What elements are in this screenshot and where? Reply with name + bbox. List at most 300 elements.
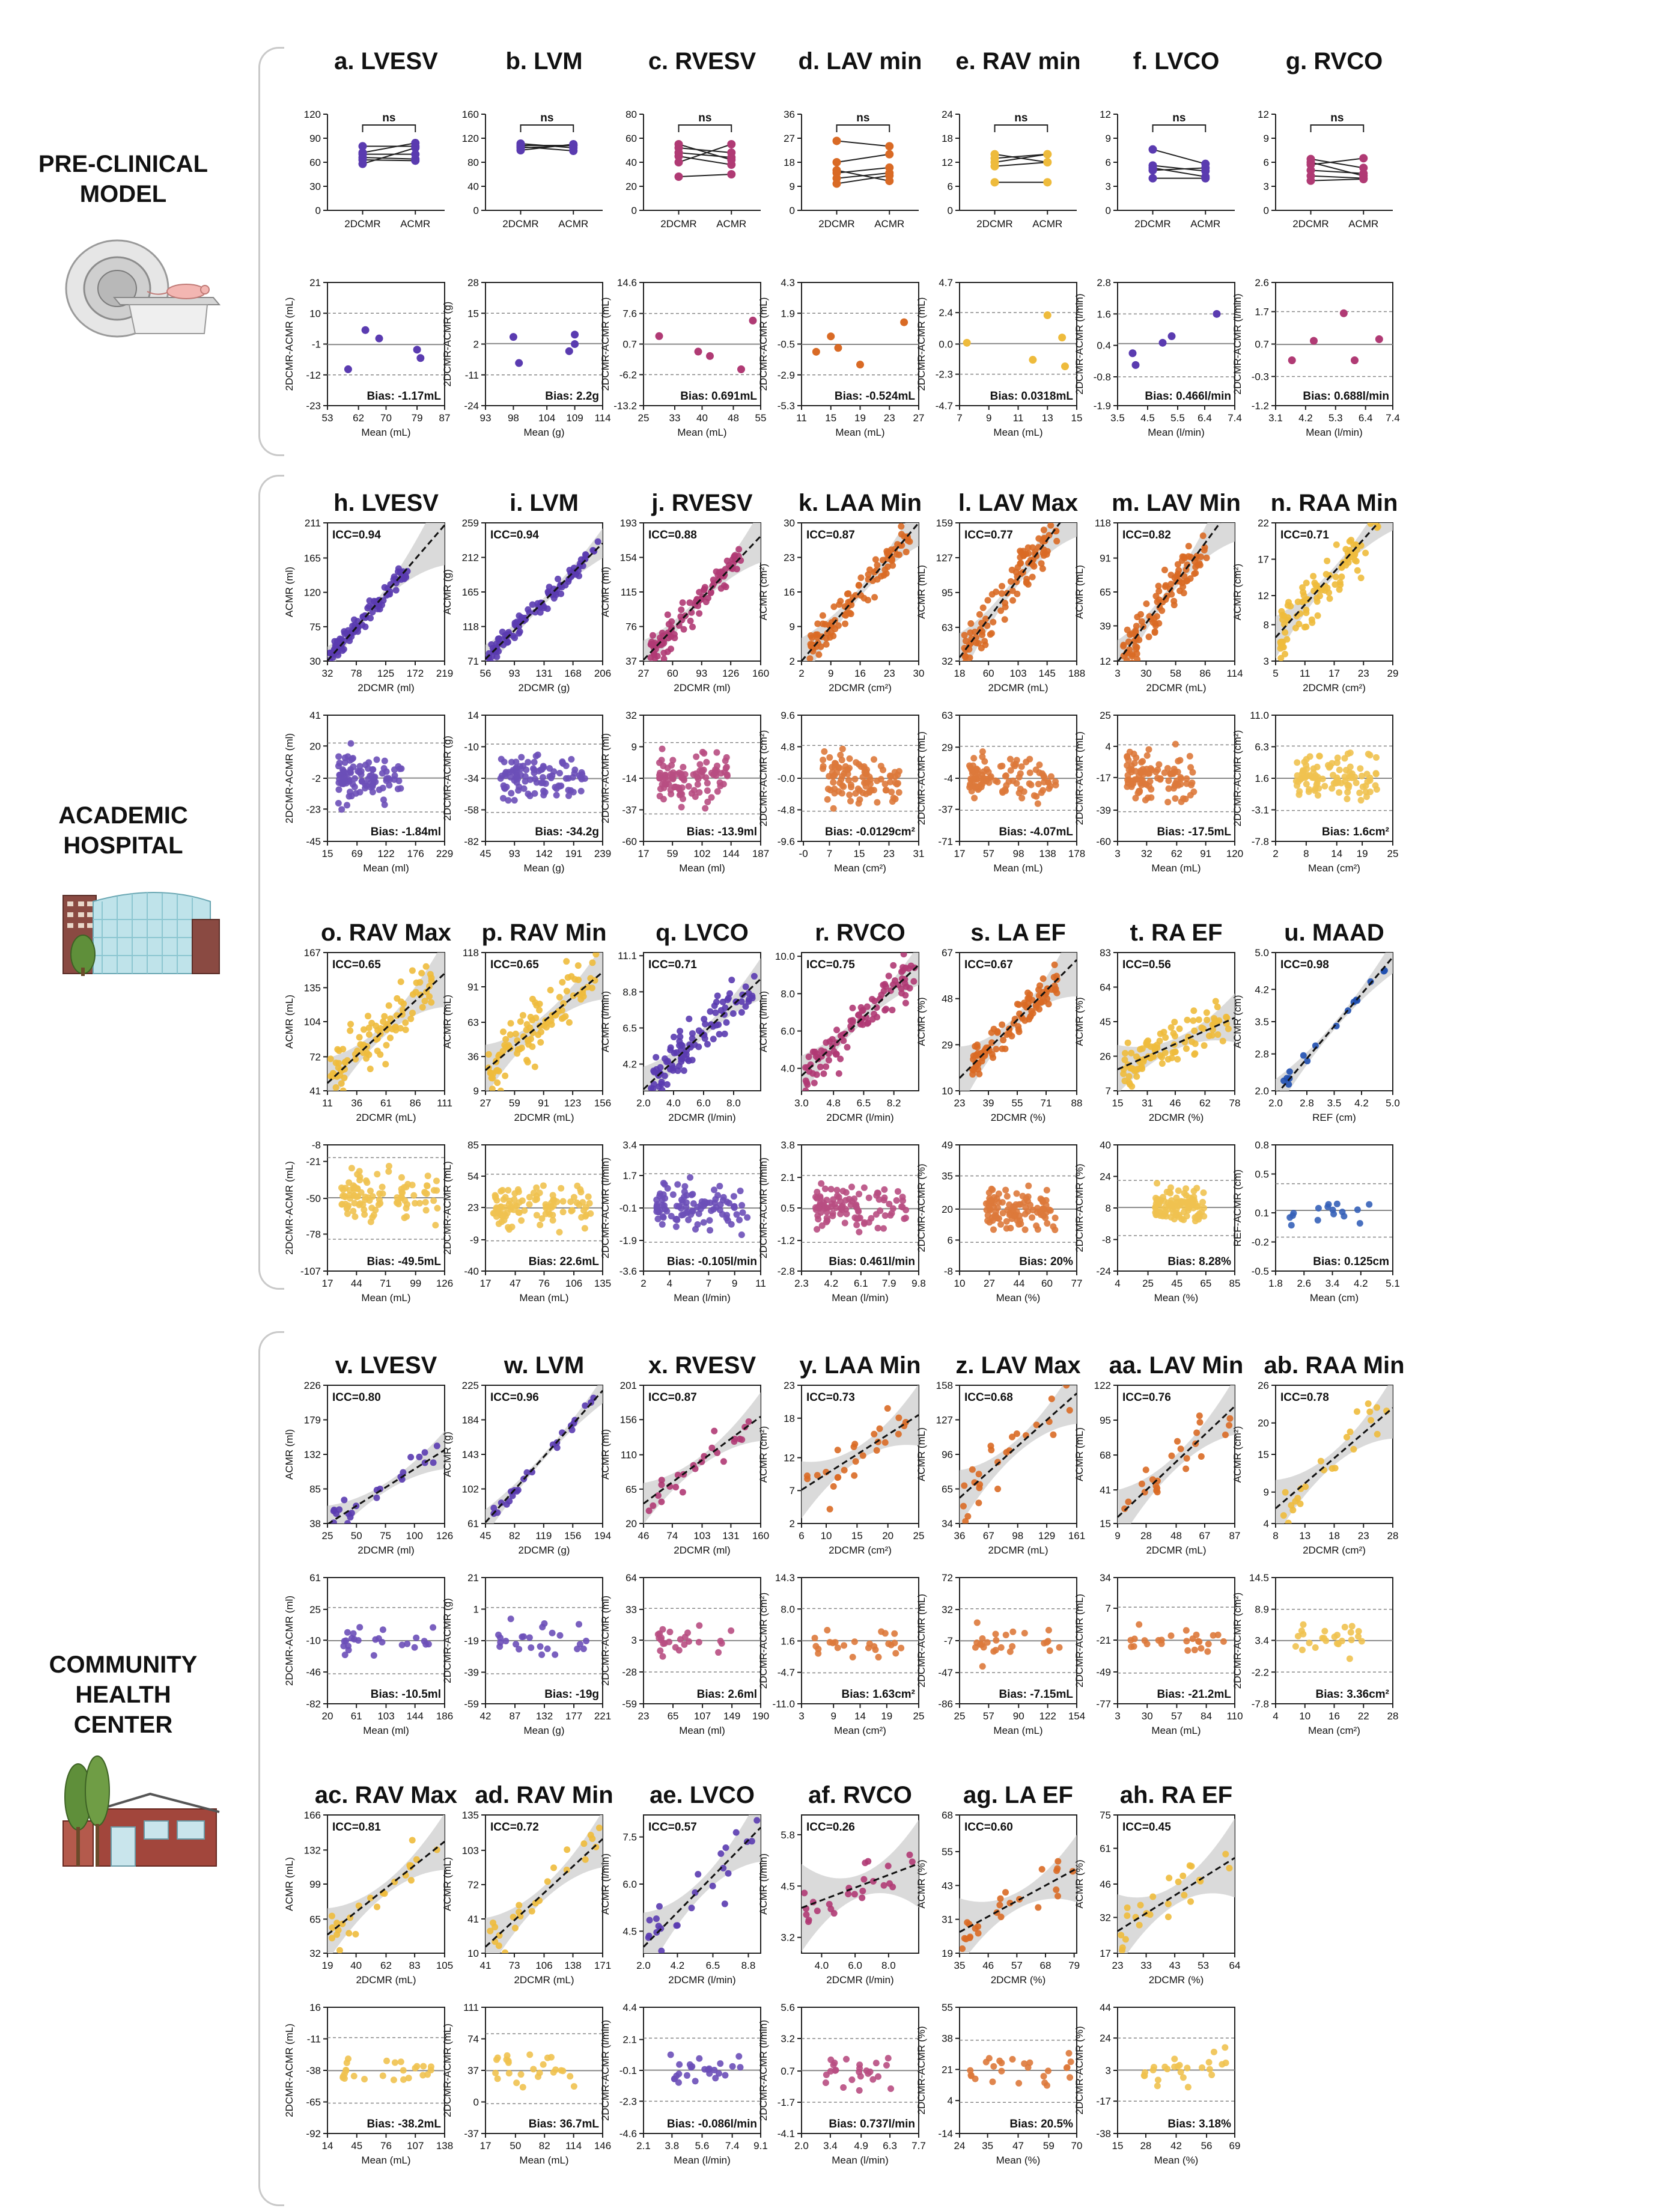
x-tick-label: 59	[666, 848, 678, 859]
x-tick-label: 48	[1170, 1530, 1182, 1542]
x-tick-label: 73	[508, 1960, 520, 1971]
data-point	[979, 632, 985, 638]
data-point	[842, 1219, 848, 1226]
data-point	[1007, 1648, 1014, 1655]
data-point	[1295, 1633, 1301, 1639]
x-tick-label: 6.0	[696, 1097, 711, 1109]
data-point	[357, 789, 364, 796]
x-tick-label: 4.5	[1140, 412, 1155, 424]
x-tick-label: 10	[954, 1278, 966, 1289]
data-point	[1204, 1009, 1210, 1016]
y-tick-label: 127	[936, 552, 953, 564]
data-point	[1367, 777, 1374, 784]
data-point	[1324, 558, 1330, 564]
data-point	[1295, 621, 1302, 627]
y-tick-label: 74	[467, 2033, 479, 2045]
y-tick-label: 2.4	[939, 307, 953, 319]
data-point	[889, 1007, 895, 1013]
data-point	[564, 988, 570, 995]
data-point	[533, 753, 540, 760]
y-tick-label: -40	[464, 1266, 479, 1277]
bland-altman-panel-ab	[1232, 1572, 1398, 1736]
data-point	[704, 780, 711, 787]
x-tick-label: 122	[1039, 1710, 1056, 1722]
bland-altman-panel-l	[916, 710, 1085, 874]
x-tick-label: 11	[1012, 412, 1024, 424]
data-point	[527, 793, 534, 799]
y-axis-label: 2DCMR-ACMR (mL)	[442, 1161, 453, 1255]
data-point	[722, 1900, 728, 1907]
plot-area	[802, 499, 919, 684]
data-point	[814, 634, 821, 641]
data-point	[701, 1198, 708, 1205]
x-axis-label: Mean (ml)	[679, 1725, 725, 1736]
data-point	[1321, 1628, 1328, 1635]
x-tick-label: 91	[1200, 848, 1212, 859]
x-tick-label: 2DCMR	[344, 218, 381, 230]
data-point	[580, 1840, 587, 1847]
data-point	[828, 1186, 835, 1192]
data-point	[678, 606, 684, 613]
data-point	[999, 763, 1005, 769]
data-point	[1183, 566, 1190, 573]
data-point	[1282, 1489, 1289, 1496]
scatter-panel-ab	[1232, 1377, 1398, 1556]
data-point	[1165, 1056, 1172, 1063]
x-tick-label: 2DCMR	[1134, 218, 1171, 230]
y-tick-label: -3.6	[619, 1266, 637, 1277]
y-axis-label: 2DCMR-ACMR (mL)	[284, 2023, 295, 2117]
x-tick-label: 15	[321, 848, 333, 859]
data-point	[835, 1447, 841, 1453]
y-tick-label: 9	[789, 621, 795, 633]
data-point	[553, 792, 560, 799]
data-point	[853, 1201, 859, 1208]
data-point	[992, 1630, 999, 1637]
data-point	[647, 654, 654, 661]
y-tick-label: -14	[622, 773, 637, 784]
x-axis-label: 2DCMR (mL)	[1146, 682, 1207, 694]
pair-point	[885, 177, 893, 185]
data-point	[1036, 769, 1042, 776]
data-point	[696, 1639, 702, 1645]
data-point	[576, 1621, 582, 1627]
y-tick-label: -0.3	[1251, 371, 1269, 383]
data-point	[653, 1054, 659, 1061]
data-point	[541, 605, 547, 611]
data-point	[868, 787, 874, 793]
data-point	[546, 765, 553, 772]
data-point	[853, 1458, 859, 1465]
x-tick-label: ACMR	[558, 218, 589, 230]
y-tick-label: -5.3	[777, 400, 795, 412]
y-axis-label: 2DCMR-ACMR (mL)	[442, 2023, 453, 2117]
data-point	[494, 1079, 501, 1086]
data-point	[555, 782, 562, 789]
data-point	[361, 1211, 368, 1218]
x-axis-label: 2DCMR (l/min)	[668, 1112, 736, 1123]
data-point	[1142, 797, 1149, 804]
data-point	[838, 1032, 844, 1039]
x-axis-label: 2DCMR (l/min)	[826, 1112, 894, 1123]
data-point	[1339, 1638, 1345, 1644]
x-tick-label: 23	[883, 848, 895, 859]
y-tick-label: -24	[1096, 1266, 1111, 1277]
y-tick-label: -37	[622, 804, 637, 816]
data-point	[347, 1021, 354, 1028]
data-point	[881, 1186, 887, 1193]
data-point	[548, 2054, 555, 2061]
data-point	[851, 1441, 858, 1447]
y-tick-label: 179	[303, 1414, 321, 1426]
y-tick-label: -4.7	[777, 1667, 795, 1679]
x-axis-label: 2DCMR (ml)	[674, 1545, 731, 1556]
x-tick-label: 100	[406, 1530, 423, 1542]
data-point	[961, 632, 968, 638]
x-tick-label: 78	[1229, 1097, 1241, 1109]
data-point	[967, 629, 973, 636]
x-tick-label: 27	[913, 412, 925, 424]
data-point	[1201, 544, 1208, 551]
regression-line	[644, 979, 761, 1089]
pair-point	[1043, 158, 1052, 166]
data-point	[516, 784, 522, 790]
data-point	[1020, 552, 1027, 559]
pair-point	[1359, 154, 1368, 162]
y-tick-label: 90	[309, 133, 321, 144]
data-point	[1009, 597, 1016, 604]
significance-bracket	[521, 125, 574, 132]
plot-area	[802, 1384, 919, 1519]
x-tick-label: 25	[321, 1530, 333, 1542]
data-point	[1285, 1520, 1292, 1526]
data-point	[1000, 1037, 1006, 1043]
x-tick-label: 18	[954, 668, 966, 679]
x-tick-label: 3	[1115, 668, 1121, 679]
data-point	[501, 758, 508, 765]
data-point	[362, 326, 370, 334]
y-tick-label: 0.0	[939, 338, 953, 350]
data-point	[1002, 1046, 1008, 1052]
data-point	[680, 796, 686, 802]
x-tick-label: 131	[722, 1530, 740, 1542]
data-point	[999, 583, 1005, 590]
data-point	[1006, 1210, 1013, 1217]
data-point	[880, 1225, 887, 1232]
y-tick-label: -7.8	[1251, 1698, 1269, 1710]
data-point	[537, 1643, 544, 1650]
y-tick-label: 0.5	[781, 1203, 795, 1214]
data-point	[704, 1041, 711, 1048]
y-tick-label: 12	[942, 157, 953, 168]
data-point	[1002, 616, 1008, 623]
data-point	[560, 1209, 567, 1215]
data-point	[1220, 1038, 1226, 1045]
data-point	[824, 1218, 830, 1224]
scatter-panel-r	[758, 945, 919, 1123]
y-tick-label: 118	[462, 947, 479, 959]
data-point	[984, 766, 990, 773]
x-tick-label: 7	[705, 1278, 712, 1289]
data-point	[430, 1197, 437, 1204]
data-point	[815, 1216, 821, 1222]
y-tick-label: 20	[625, 181, 637, 192]
data-point	[1282, 651, 1288, 657]
data-point	[582, 1856, 589, 1863]
data-point	[530, 2066, 537, 2072]
data-point	[575, 977, 582, 983]
y-tick-label: 14.5	[1249, 1572, 1269, 1584]
y-tick-label: 6.0	[622, 1879, 637, 1890]
data-point	[824, 796, 831, 803]
icc-label: ICC=0.57	[648, 1821, 697, 1834]
data-point	[1306, 788, 1312, 795]
y-tick-label: 6.0	[781, 1025, 795, 1037]
data-point	[333, 1084, 339, 1091]
x-tick-label: 60	[666, 668, 678, 679]
y-axis-label: 2DCMR-ACMR (ml)	[600, 1595, 611, 1686]
data-point	[1151, 615, 1158, 621]
y-tick-label: 21	[467, 1572, 479, 1584]
data-point	[1311, 579, 1318, 586]
y-tick-label: 104	[303, 1016, 321, 1028]
section-label-text: COMMUNITY HEALTH CENTER	[49, 1651, 198, 1738]
y-axis-label: ACMR (mL)	[916, 565, 927, 619]
data-point	[1175, 1188, 1182, 1194]
data-point	[526, 1194, 533, 1201]
pair-point	[833, 180, 841, 188]
y-tick-label: 0	[473, 2096, 479, 2108]
data-point	[434, 1205, 440, 1212]
data-point	[1342, 1624, 1348, 1630]
y-tick-label: -4	[943, 773, 953, 784]
y-tick-label: 0	[1263, 205, 1269, 216]
x-tick-label: 69	[351, 848, 363, 859]
data-point	[1044, 1220, 1050, 1227]
data-point	[881, 1194, 888, 1201]
data-point	[898, 523, 904, 529]
y-tick-label: 41	[309, 1085, 321, 1097]
data-point	[413, 2063, 420, 2070]
data-point	[495, 2054, 501, 2061]
data-point	[376, 1197, 383, 1203]
panel-title: ad. RAV Min	[475, 1782, 613, 1808]
x-tick-label: 229	[436, 848, 454, 859]
data-point	[526, 1201, 533, 1208]
plot-area	[960, 923, 1077, 1109]
y-tick-label: 68	[1100, 1450, 1111, 1462]
x-tick-label: 25	[954, 1710, 966, 1722]
y-tick-label: 0.4	[1097, 340, 1111, 352]
x-tick-label: 50	[350, 1530, 362, 1542]
x-tick-label: 188	[1068, 668, 1086, 679]
data-point	[1043, 1197, 1050, 1204]
y-tick-label: 4.8	[781, 741, 795, 753]
data-point	[715, 1021, 722, 1028]
x-tick-label: 25	[913, 1530, 925, 1542]
data-point	[1187, 753, 1193, 760]
x-tick-label: 78	[350, 668, 362, 679]
data-point	[1199, 1199, 1206, 1206]
data-point	[680, 1489, 686, 1495]
y-tick-label: -60	[622, 836, 637, 847]
data-point	[871, 756, 877, 763]
data-point	[1213, 998, 1219, 1004]
y-axis-label: 2DCMR-ACMR (mL)	[284, 1161, 295, 1255]
data-point	[398, 2058, 404, 2065]
data-point	[701, 1016, 707, 1022]
data-point	[511, 1206, 517, 1213]
y-tick-label: 0.8	[1255, 1139, 1269, 1151]
y-tick-label: 49	[942, 1139, 953, 1151]
data-point	[665, 1058, 671, 1064]
y-tick-label: 118	[462, 621, 479, 633]
y-tick-label: -4.8	[777, 804, 795, 816]
y-tick-label: 20	[942, 1203, 953, 1215]
panel-title: m. LAV Min	[1112, 490, 1241, 516]
y-tick-label: 3	[631, 1635, 637, 1647]
data-point	[670, 1067, 677, 1074]
bias-label: Bias: -38.2mL	[367, 2118, 441, 2130]
x-tick-label: 161	[1068, 1530, 1086, 1542]
y-tick-label: 10.0	[775, 951, 795, 963]
data-point	[722, 1844, 729, 1851]
data-point	[400, 2067, 407, 2074]
regression-line	[485, 1839, 603, 1947]
x-tick-label: 17	[638, 848, 650, 859]
x-tick-label: 109	[566, 412, 583, 424]
x-tick-label: 83	[409, 1960, 421, 1971]
data-point	[686, 1016, 692, 1022]
data-point	[391, 2076, 397, 2083]
data-point	[849, 1005, 856, 1011]
data-point	[344, 1629, 351, 1636]
data-point	[999, 1021, 1005, 1028]
plot-area	[485, 1811, 603, 1975]
x-tick-label: 45	[479, 1530, 492, 1542]
data-point	[537, 1039, 544, 1046]
plot-area	[1118, 993, 1235, 1094]
data-point	[1020, 1193, 1026, 1200]
pair-point	[1043, 178, 1052, 186]
data-point	[1012, 761, 1019, 767]
y-axis-label: 2DCMR-ACMR (mL)	[758, 297, 769, 391]
data-point	[656, 1923, 662, 1929]
data-point	[382, 584, 388, 591]
data-point	[857, 575, 864, 581]
data-point	[577, 774, 584, 781]
x-tick-label: 11	[755, 1278, 766, 1289]
data-point	[423, 1207, 430, 1213]
data-point	[327, 1055, 334, 1062]
panel-title: f. LVCO	[1133, 48, 1220, 75]
data-point	[875, 1654, 881, 1661]
data-point	[380, 796, 387, 803]
data-point	[1318, 587, 1325, 593]
x-tick-label: 19	[854, 412, 866, 424]
plot-area	[327, 1813, 445, 1961]
y-tick-label: 3.8	[781, 1139, 795, 1151]
icc-label: ICC=0.68	[964, 1391, 1013, 1404]
data-point	[381, 765, 388, 772]
data-point	[359, 778, 365, 784]
plot-frame	[960, 1145, 1077, 1271]
x-tick-label: ACMR	[1190, 218, 1221, 230]
x-axis-label: 2DCMR (mL)	[514, 1974, 574, 1986]
data-point	[434, 1442, 440, 1449]
y-tick-label: 60	[625, 133, 637, 144]
data-point	[1326, 596, 1333, 602]
y-tick-label: -1	[311, 338, 321, 350]
data-point	[419, 1004, 426, 1011]
data-point	[683, 1204, 689, 1210]
pair-line	[995, 162, 1048, 166]
y-tick-label: 184	[461, 1414, 479, 1426]
data-point	[592, 951, 599, 957]
y-tick-label: 6.3	[1255, 741, 1269, 753]
bias-label: Bias: -19g	[544, 1688, 599, 1701]
data-point	[1374, 1404, 1380, 1411]
y-tick-label: 37	[467, 2065, 479, 2076]
data-point	[347, 788, 353, 795]
y-tick-label: -0.5	[1251, 1266, 1269, 1277]
regression-line	[802, 1415, 919, 1490]
data-point	[1008, 578, 1014, 585]
data-point	[687, 1174, 693, 1181]
x-tick-label: 123	[564, 1097, 582, 1109]
y-tick-label: -37	[464, 2128, 479, 2139]
panel-title: t. RA EF	[1130, 919, 1223, 946]
data-point	[984, 597, 991, 603]
pair-point	[727, 170, 735, 178]
data-point	[550, 1192, 556, 1198]
bland-altman-panel-m	[1074, 710, 1243, 874]
x-tick-label: 84	[1201, 1710, 1213, 1722]
data-point	[1336, 767, 1343, 773]
x-tick-label: 62	[1199, 1097, 1211, 1109]
data-point	[1031, 792, 1038, 799]
data-point	[1373, 770, 1380, 777]
x-tick-label: 126	[436, 1278, 454, 1289]
data-point	[1354, 1206, 1361, 1213]
data-point	[694, 1221, 701, 1228]
bland-altman-panel-i	[442, 710, 611, 874]
data-point	[673, 771, 680, 778]
data-point	[418, 970, 425, 977]
x-tick-label: 41	[479, 1960, 492, 1971]
x-axis-label: Mean (ml)	[363, 1725, 409, 1736]
data-point	[389, 1026, 395, 1032]
data-point	[1036, 982, 1043, 989]
data-point	[903, 549, 910, 555]
y-tick-label: 0.5	[1255, 1168, 1269, 1180]
y-tick-label: 103	[461, 1844, 479, 1856]
x-tick-label: 4.8	[826, 1097, 841, 1109]
x-tick-label: 93	[479, 412, 492, 424]
y-axis-label: ACMR (ml)	[284, 566, 295, 618]
x-tick-label: 2.6	[1297, 1278, 1312, 1289]
x-tick-label: 15	[1112, 1097, 1124, 1109]
y-tick-label: -10	[306, 1635, 321, 1647]
bland-altman-panel-q	[600, 1139, 766, 1304]
data-point	[844, 1210, 850, 1217]
pair-line	[837, 141, 890, 146]
data-point	[693, 770, 699, 777]
data-point	[1142, 1637, 1148, 1644]
data-point	[902, 992, 908, 999]
data-point	[847, 798, 854, 804]
data-point	[373, 757, 380, 763]
